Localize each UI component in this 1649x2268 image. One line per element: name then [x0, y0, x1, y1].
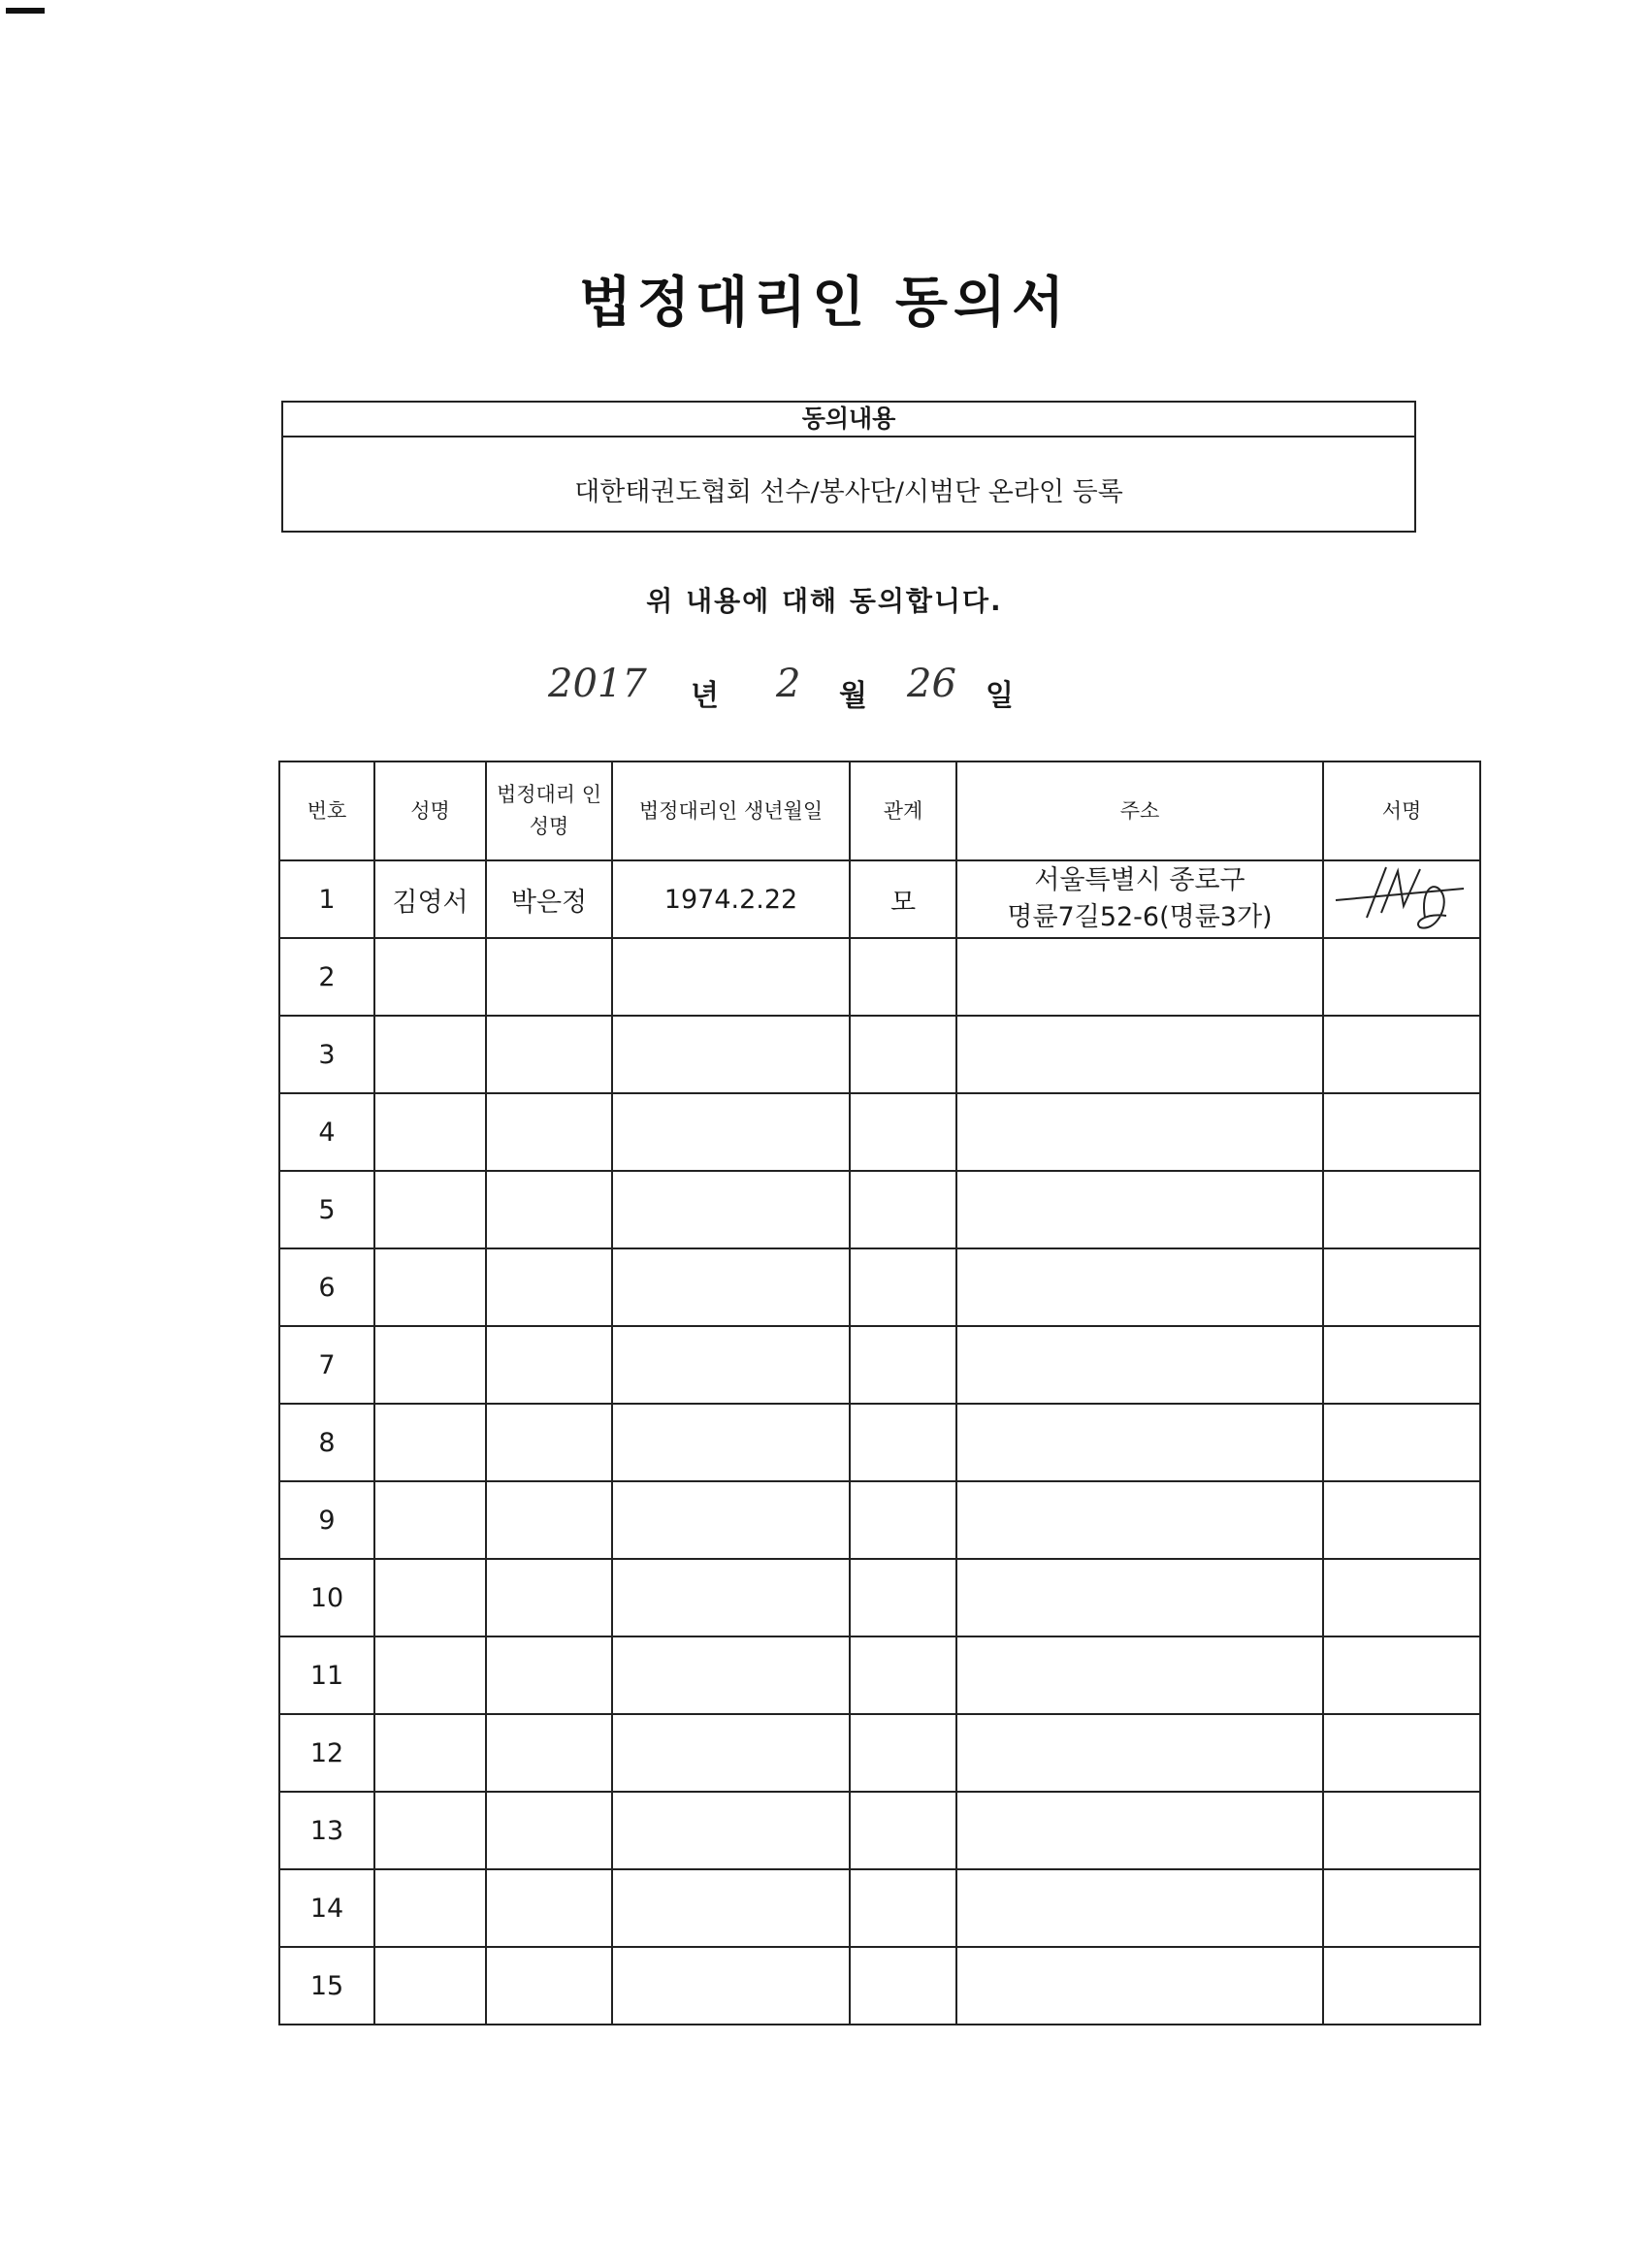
row-guardian-name: 박은정: [486, 860, 612, 938]
row-guardian-birthdate: 1974.2.22: [612, 860, 850, 938]
table-row: [279, 860, 1480, 938]
row-address-line2: 명륜7길52-6(명륜3가): [1007, 902, 1273, 932]
date-year-value: 2017: [548, 662, 647, 706]
row-number: 3: [279, 1016, 374, 1093]
handwritten-signature-icon: [1328, 859, 1473, 937]
row-signature: [1323, 860, 1480, 938]
table-row: [279, 1869, 1480, 1947]
row-number: 7: [279, 1326, 374, 1404]
consent-box: [281, 401, 1416, 533]
table-row: [279, 1326, 1480, 1404]
table-row: [279, 1171, 1480, 1248]
row-number: 11: [279, 1636, 374, 1714]
scan-mark: [6, 8, 45, 14]
date-line: [0, 660, 1649, 728]
row-number: 6: [279, 1248, 374, 1326]
row-address: [956, 860, 1323, 938]
header-relationship: 관계: [850, 761, 956, 860]
table-row: [279, 1481, 1480, 1559]
table-row: [279, 938, 1480, 1016]
date-day-label: 일: [986, 679, 1014, 713]
row-number: 10: [279, 1559, 374, 1636]
table-row: [279, 1404, 1480, 1481]
date-month-label: 월: [839, 679, 867, 713]
row-number: 2: [279, 938, 374, 1016]
date-day-value: 26: [907, 662, 956, 706]
table-header-row: [279, 761, 1480, 860]
row-number: 8: [279, 1404, 374, 1481]
row-number: 13: [279, 1792, 374, 1869]
table-row: [279, 1714, 1480, 1792]
header-signature: 서명: [1323, 761, 1480, 860]
table-row: [279, 1016, 1480, 1093]
date-year-label: 년: [691, 679, 719, 713]
row-address-line1: 서울특별시 종로구: [1034, 865, 1245, 895]
table-row: [279, 1636, 1480, 1714]
row-number: 15: [279, 1947, 374, 2025]
row-number: 4: [279, 1093, 374, 1171]
row-name: 김영서: [374, 860, 486, 938]
header-name: 성명: [374, 761, 486, 860]
row-number: 14: [279, 1869, 374, 1947]
document-title: 법정대리인 동의서: [578, 272, 1071, 335]
agreement-text: 위 내용에 대해 동의합니다.: [646, 585, 1003, 617]
table-row: [279, 1792, 1480, 1869]
header-number: 번호: [279, 761, 374, 860]
row-number: 5: [279, 1171, 374, 1248]
guardian-registration-table: [278, 761, 1481, 2025]
consent-content: 대한태권도협회 선수/봉사단/시범단 온라인 등록: [574, 477, 1123, 507]
table-row: [279, 1947, 1480, 2025]
table-row: [279, 1093, 1480, 1171]
header-guardian-birthdate: 법정대리인 생년월일: [612, 761, 850, 860]
row-number: 12: [279, 1714, 374, 1792]
header-guardian-name: 법정대리 인 성명: [486, 761, 612, 860]
table-row: [279, 1248, 1480, 1326]
date-month-value: 2: [776, 662, 801, 706]
table-row: [279, 1559, 1480, 1636]
header-address: 주소: [956, 761, 1323, 860]
row-number: 1: [279, 860, 374, 938]
row-number: 9: [279, 1481, 374, 1559]
row-relationship: 모: [850, 860, 956, 938]
consent-heading: 동의내용: [283, 403, 1414, 437]
